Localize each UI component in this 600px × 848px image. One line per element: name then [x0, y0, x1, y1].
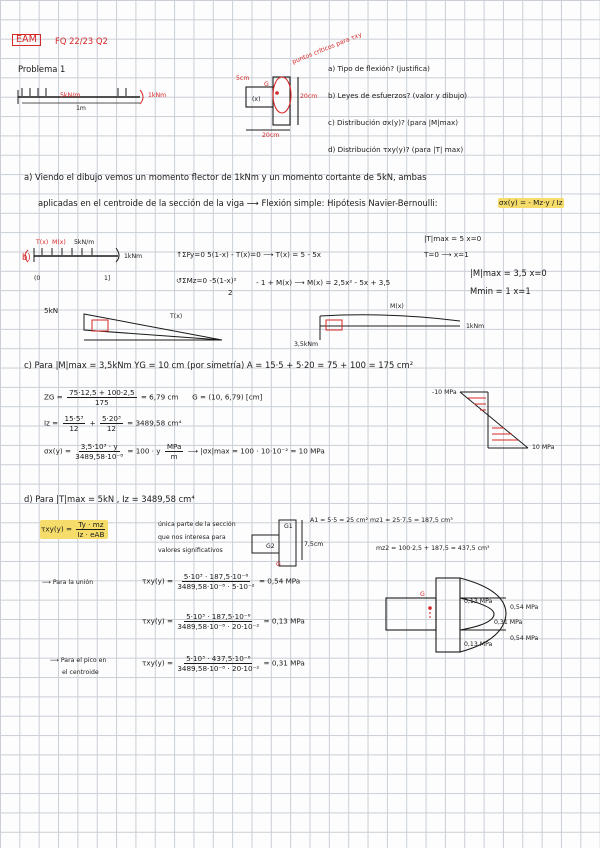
question-a: a) Tipo de flexión? (justifica): [328, 64, 430, 73]
peak-label2: el centroide: [62, 669, 99, 676]
part-b-mmax: |M|max = 3,5 x=0: [470, 268, 547, 278]
dist-e: 0,54 MPa: [510, 635, 539, 642]
critical-note: puntos críticos para τxy: [291, 31, 363, 66]
part-b-span-left: (0: [34, 275, 41, 282]
part-c-sx: σx(y) = $\frac{\text{3,5·10³ · y}}{\text{3489,58·10⁻⁸}}$ = 100 · y $\frac{\text{MPa}}{m}$ ⟶ |σx|max = 100 · 10·10⁻² = 10 MPa: [44, 442, 325, 461]
dist-c: 0,31 MPa: [494, 619, 523, 626]
part-d-note3: valores significativos: [158, 547, 223, 554]
normal-stress-diagram: [460, 392, 528, 448]
dist-g: G: [420, 591, 425, 598]
part-b-tmax: |T|max = 5 x=0: [424, 234, 482, 243]
stress-top: -10 MPa: [432, 389, 457, 396]
part-c-iz: Iz = $\frac{\text{15·5³}}{12}$ + $\frac{\text{5·20³}}{12}$ = 3489,58 cm⁴: [44, 414, 182, 433]
question-c: c) Distribución σx(y)? (para |M|max): [328, 118, 459, 127]
part-b-eq-mz-a: ↺ΣMz=0 -5(1-x)²: [176, 276, 237, 285]
part-c-zg: ZG = $\frac{75\cdot 12,5 + 100\cdot 2,5}{175}$ = 6,79 cm G = (10, 6,79) [cm]: [44, 388, 263, 407]
problem-title: Problema 1: [18, 64, 66, 74]
part-b-mx: M(x): [52, 239, 66, 246]
question-d: d) Distribución τxy(y)? (para |T| max): [328, 145, 464, 154]
part-b-span-right: 1]: [104, 275, 111, 282]
section-top-dim: 5cm: [236, 75, 250, 82]
part-d-note2: que nos interesa para: [158, 534, 226, 541]
part-b-eq-fy: ↑ΣFy=0 5(1-x) - T(x)=0 ⟶ T(x) = 5 - 5x: [176, 250, 322, 259]
part-d-tau: τxy(y) = $\frac{Ty \cdot mz}{\text{Iz · eAB}}$: [40, 520, 108, 539]
union-label: ⟶ Para la unión: [42, 579, 94, 586]
part-b-label: b): [22, 252, 31, 262]
part-b-eq-mz-c: - 1 + M(x) ⟶ M(x) = 2,5x² - 5x + 3,5: [256, 278, 391, 287]
sec-dim: 7,5cm: [304, 541, 324, 548]
part-d-note1: única parte de la sección: [158, 521, 236, 528]
section-g: G: [264, 81, 269, 88]
moment-right: 1kNm: [466, 323, 485, 330]
part-d-line: d) Para |T|max = 5kN , Iz = 3489,58 cm⁴: [24, 494, 195, 504]
dist-b: 0,54 MPa: [510, 604, 539, 611]
part-b-t0: T=0 ⟶ x=1: [424, 250, 469, 259]
tau-peak: τxy(y) = $\frac{\text{5·10³ · 437,5·10⁻⁶}}{\text{3489,58·10⁻⁸ · 20·10⁻²}}$ = 0,31 MPa: [142, 654, 305, 673]
part-d-a1: A1 = 5·5 = 25 cm² mz1 = 25·7,5 = 187,5 cm³: [310, 517, 453, 524]
shear-diagram: [84, 314, 222, 340]
stress-bot: 10 MPa: [532, 444, 555, 451]
fig1-moment: 1kNm: [148, 92, 167, 99]
part-b-eq-mz-b: 2: [228, 288, 233, 297]
part-b-tx: T(x): [36, 239, 49, 246]
part-c-line: c) Para |M|max = 3,5kNm YG = 10 cm (por simetría) A = 15·5 + 5·20 = 75 + 100 = 175 cm²: [24, 360, 414, 370]
shear-label: 5kN: [44, 306, 59, 315]
dist-d: 0,13 MPa: [464, 641, 493, 648]
beam-figure-b: [25, 248, 119, 262]
beam-figure: [18, 88, 143, 104]
fig1-load: 5kN/m: [60, 92, 81, 99]
question-b: b) Leyes de esfuerzos? (valor y dibujo): [328, 91, 468, 100]
moment-label: M(x): [390, 303, 404, 310]
header-badge: EAM: [12, 34, 41, 46]
dist-a: 0,13 MPa: [464, 598, 493, 605]
shear-t: T(x): [170, 313, 183, 320]
sec-g: G: [276, 561, 281, 568]
part-b-load: 5kN/m: [74, 239, 95, 246]
section-width: 20cm: [262, 132, 280, 139]
sec-g1: G1: [284, 523, 293, 530]
peak-label1: ⟶ Para el pico en: [50, 657, 107, 664]
part-b-moment: 1kNm: [124, 253, 143, 260]
moment-diagram: [320, 315, 460, 340]
part-d-mz2: mz2 = 100·2,5 + 187,5 = 437,5 cm³: [376, 545, 490, 552]
part-b-mmin: Mmin = 1 x=1: [470, 286, 531, 296]
tau-union-1: τxy(y) = $\frac{\text{5·10³ · 187,5·10⁻⁶}}{\text{3489,58·10⁻⁸ · 5·10⁻²}}$ = 0,54 MPa: [142, 572, 301, 591]
section-height: 20cm: [300, 93, 318, 100]
sec-g2: G2: [266, 543, 275, 550]
header-ref: FQ 22/23 Q2: [55, 36, 108, 46]
moment-left: 3,5kNm: [294, 341, 319, 348]
part-a-line1: a) Viendo el dibujo vemos un momento flector de 1kNm y un momento cortante de 5kN, ambas: [24, 172, 427, 182]
fig1-length: 1m: [76, 105, 86, 112]
section-x: (x): [252, 96, 261, 103]
tau-union-2: τxy(y) = $\frac{\text{5·10³ · 187,5·10⁻⁶}}{\text{3489,58·10⁻⁸ · 20·10⁻²}}$ = 0,13 MPa: [142, 612, 305, 631]
part-a-formula: σx(y) = - Mz·y / Iz: [499, 198, 563, 207]
part-a-line2: aplicadas en el centroide de la sección de la viga ⟶ Flexión simple: Hipótesis Navier-Bernoulli:: [38, 198, 438, 208]
